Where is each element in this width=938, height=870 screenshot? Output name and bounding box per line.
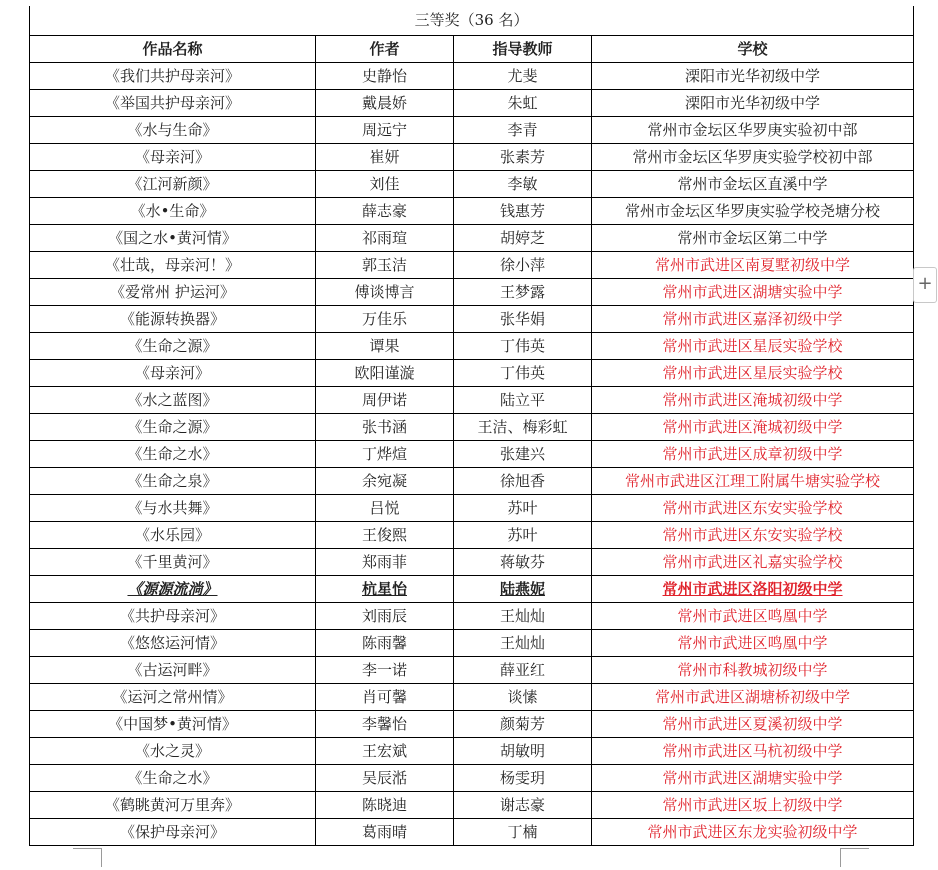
header-row [30,36,914,63]
cell-author: 傅谈博言 [316,279,454,306]
table-row [30,279,914,306]
cell-teacher: 王灿灿 [454,630,592,657]
add-row-button[interactable]: + [913,267,937,303]
table-row [30,252,914,279]
table-row [30,765,914,792]
cell-teacher: 苏叶 [454,522,592,549]
cell-teacher: 苏叶 [454,495,592,522]
table-row [30,171,914,198]
cell-author: 薛志豪 [316,198,454,225]
table-row [30,198,914,225]
table-row [30,414,914,441]
cell-author: 戴晨娇 [316,90,454,117]
cell-school: 常州市武进区东安实验学校 [592,522,914,549]
cell-school: 常州市武进区鸣凰中学 [592,603,914,630]
cell-school: 常州市武进区南夏墅初级中学 [592,252,914,279]
table-row [30,360,914,387]
cell-school: 常州市武进区东龙实验初级中学 [592,819,914,846]
cell-author: 丁烨煊 [316,441,454,468]
header-work: 作品名称 [30,36,316,63]
cell-teacher: 徐旭香 [454,468,592,495]
table-row [30,333,914,360]
cell-school: 常州市金坛区华罗庚实验学校初中部 [592,144,914,171]
cell-school: 溧阳市光华初级中学 [592,90,914,117]
cell-school: 常州市武进区星辰实验学校 [592,333,914,360]
cell-author: 陈雨馨 [316,630,454,657]
cell-school: 常州市金坛区第二中学 [592,225,914,252]
table-row [30,711,914,738]
cell-teacher: 张素芳 [454,144,592,171]
cell-author: 葛雨晴 [316,819,454,846]
cell-work-name: 《水之蓝图》 [30,387,316,414]
cell-school: 常州市武进区淹城初级中学 [592,414,914,441]
cell-author: 刘雨辰 [316,603,454,630]
cell-teacher: 谢志豪 [454,792,592,819]
cell-author: 周远宁 [316,117,454,144]
cell-work-name: 《生命之水》 [30,765,316,792]
page-corner-mark-right [840,848,869,867]
cell-school: 常州市武进区成章初级中学 [592,441,914,468]
cell-teacher: 陆立平 [454,387,592,414]
cell-teacher: 李青 [454,117,592,144]
cell-author: 杭星怡 [316,576,454,603]
cell-work-name: 《壮哉，母亲河！》 [30,252,316,279]
table-title: 三等奖（36 名） [30,6,914,36]
cell-work-name: 《举国共护母亲河》 [30,90,316,117]
cell-school: 常州市武进区星辰实验学校 [592,360,914,387]
cell-author: 肖可馨 [316,684,454,711]
cell-work-name: 《悠悠运河情》 [30,630,316,657]
cell-work-name: 《生命之源》 [30,414,316,441]
cell-teacher: 徐小萍 [454,252,592,279]
cell-school: 常州市武进区礼嘉实验学校 [592,549,914,576]
cell-school: 常州市武进区夏溪初级中学 [592,711,914,738]
table-row [30,387,914,414]
cell-work-name: 《水之灵》 [30,738,316,765]
cell-teacher: 丁伟英 [454,333,592,360]
cell-school: 溧阳市光华初级中学 [592,63,914,90]
cell-teacher: 颜菊芳 [454,711,592,738]
cell-work-name: 《江河新颜》 [30,171,316,198]
table-row [30,630,914,657]
award-table [29,6,914,846]
cell-author: 郭玉洁 [316,252,454,279]
cell-school: 常州市武进区马杭初级中学 [592,738,914,765]
header-school: 学校 [592,36,914,63]
cell-teacher: 丁楠 [454,819,592,846]
cell-work-name: 《我们共护母亲河》 [30,63,316,90]
cell-school: 常州市武进区江理工附属牛塘实验学校 [592,468,914,495]
table-row [30,819,914,846]
table-row [30,792,914,819]
cell-school: 常州市金坛区直溪中学 [592,171,914,198]
cell-work-name: 《国之水•黄河情》 [30,225,316,252]
cell-teacher: 杨雯玥 [454,765,592,792]
cell-teacher: 李敏 [454,171,592,198]
cell-school: 常州市武进区坂上初级中学 [592,792,914,819]
cell-school: 常州市武进区洛阳初级中学 [592,576,914,603]
cell-work-name: 《母亲河》 [30,144,316,171]
table-row [30,144,914,171]
cell-work-name: 《水乐园》 [30,522,316,549]
cell-teacher: 朱虹 [454,90,592,117]
cell-author: 祁雨瑄 [316,225,454,252]
cell-work-name: 《千里黄河》 [30,549,316,576]
cell-work-name: 《保护母亲河》 [30,819,316,846]
table-row [30,63,914,90]
cell-author: 王宏斌 [316,738,454,765]
header-teacher: 指导教师 [454,36,592,63]
cell-author: 周伊诺 [316,387,454,414]
table-row [30,738,914,765]
cell-work-name: 《与水共舞》 [30,495,316,522]
cell-author: 吕悦 [316,495,454,522]
cell-author: 史静怡 [316,63,454,90]
cell-teacher: 胡婷芝 [454,225,592,252]
table-row [30,117,914,144]
cell-author: 李馨怡 [316,711,454,738]
cell-school: 常州市科教城初级中学 [592,657,914,684]
table-row [30,549,914,576]
cell-teacher: 张建兴 [454,441,592,468]
table-row [30,684,914,711]
cell-work-name: 《母亲河》 [30,360,316,387]
cell-work-name: 《共护母亲河》 [30,603,316,630]
cell-teacher: 王灿灿 [454,603,592,630]
table-row [30,441,914,468]
cell-teacher: 谈愫 [454,684,592,711]
table-row [30,603,914,630]
cell-teacher: 薛亚红 [454,657,592,684]
cell-author: 余宛凝 [316,468,454,495]
cell-work-name: 《爱常州 护运河》 [30,279,316,306]
cell-work-name: 《古运河畔》 [30,657,316,684]
cell-teacher: 丁伟英 [454,360,592,387]
cell-work-name: 《能源转换器》 [30,306,316,333]
cell-author: 万佳乐 [316,306,454,333]
cell-school: 常州市武进区湖塘桥初级中学 [592,684,914,711]
table-row [30,90,914,117]
header-author: 作者 [316,36,454,63]
cell-author: 张书涵 [316,414,454,441]
cell-teacher: 王梦露 [454,279,592,306]
table-row [30,495,914,522]
cell-author: 崔妍 [316,144,454,171]
cell-school: 常州市武进区东安实验学校 [592,495,914,522]
cell-work-name: 《水•生命》 [30,198,316,225]
cell-teacher: 王洁、梅彩虹 [454,414,592,441]
cell-school: 常州市金坛区华罗庚实验学校尧塘分校 [592,198,914,225]
cell-work-name: 《生命之源》 [30,333,316,360]
cell-author: 李一诺 [316,657,454,684]
cell-school: 常州市武进区嘉泽初级中学 [592,306,914,333]
cell-author: 谭果 [316,333,454,360]
cell-teacher: 蒋敏芬 [454,549,592,576]
cell-author: 刘佳 [316,171,454,198]
cell-author: 陈晓迪 [316,792,454,819]
table-row [30,306,914,333]
cell-school: 常州市武进区鸣凰中学 [592,630,914,657]
cell-work-name: 《中国梦•黄河情》 [30,711,316,738]
page-corner-mark-left [73,848,102,867]
cell-work-name: 《水与生命》 [30,117,316,144]
table-row [30,468,914,495]
cell-school: 常州市武进区湖塘实验中学 [592,279,914,306]
cell-school: 常州市金坛区华罗庚实验初中部 [592,117,914,144]
table-row [30,225,914,252]
cell-teacher: 尤斐 [454,63,592,90]
cell-author: 郑雨菲 [316,549,454,576]
table-row [30,522,914,549]
cell-teacher: 钱惠芳 [454,198,592,225]
cell-work-name: 《鹤眺黄河万里奔》 [30,792,316,819]
cell-school: 常州市武进区湖塘实验中学 [592,765,914,792]
table-row [30,657,914,684]
cell-teacher: 陆燕妮 [454,576,592,603]
cell-author: 吴辰湉 [316,765,454,792]
cell-work-name: 《源源流淌》 [30,576,316,603]
cell-teacher: 张华娟 [454,306,592,333]
cell-author: 王俊熙 [316,522,454,549]
title-row [30,6,914,36]
cell-school: 常州市武进区淹城初级中学 [592,387,914,414]
cell-teacher: 胡敏明 [454,738,592,765]
cell-work-name: 《运河之常州情》 [30,684,316,711]
cell-work-name: 《生命之泉》 [30,468,316,495]
cell-author: 欧阳谨漩 [316,360,454,387]
cell-work-name: 《生命之水》 [30,441,316,468]
table-row [30,576,914,603]
